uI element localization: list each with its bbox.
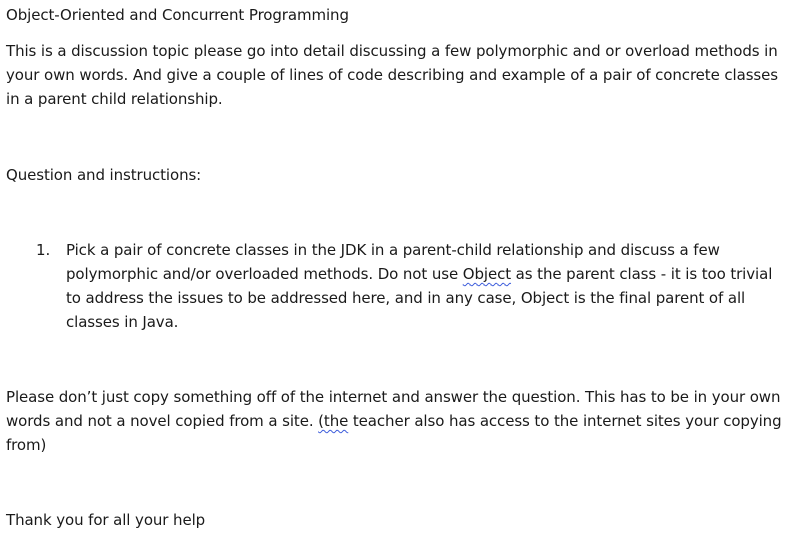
instructions-heading: Question and instructions:: [6, 166, 202, 184]
list-item-line-1: Pick a pair of concrete classes in the JDK in a parent-child relationship and discuss a few: [66, 241, 720, 259]
intro-line-3: in a parent child relationship.: [6, 90, 223, 108]
list-item-line-2: [66, 262, 772, 286]
list-item-line-2-start: polymorphic and/or overloaded methods. Do not use: [66, 265, 463, 283]
note-line-2-start: words and not a novel copied from a site.: [6, 412, 319, 430]
list-item-line-2-end: as the parent class - it is too trivial: [511, 265, 773, 283]
intro-line-1: This is a discussion topic please go into detail discussing a few polymorphic and or overload methods in: [6, 42, 778, 60]
list-item-line-3: to address the issues to be addressed here, and in any case, Object is the final parent of all: [66, 289, 746, 307]
closing-line: Thank you for all your help: [6, 511, 206, 529]
spellcheck-flagged-word[interactable]: Object: [462, 265, 512, 283]
note-line-1: Please don’t just copy something off of the internet and answer the question. This has to be in your own: [6, 388, 781, 406]
grammar-flagged-word[interactable]: (the: [318, 412, 349, 430]
list-item-line-4: classes in Java.: [66, 313, 179, 331]
note-line-2-end: teacher also has access to the internet sites your copying: [348, 412, 782, 430]
document-title: Object-Oriented and Concurrent Programming: [6, 6, 349, 24]
note-line-2: [6, 409, 782, 433]
intro-line-2: your own words. And give a couple of lines of code describing and example of a pair of concrete classes: [6, 66, 778, 84]
note-line-3: from): [6, 436, 47, 454]
list-item-number: 1.: [36, 241, 51, 259]
